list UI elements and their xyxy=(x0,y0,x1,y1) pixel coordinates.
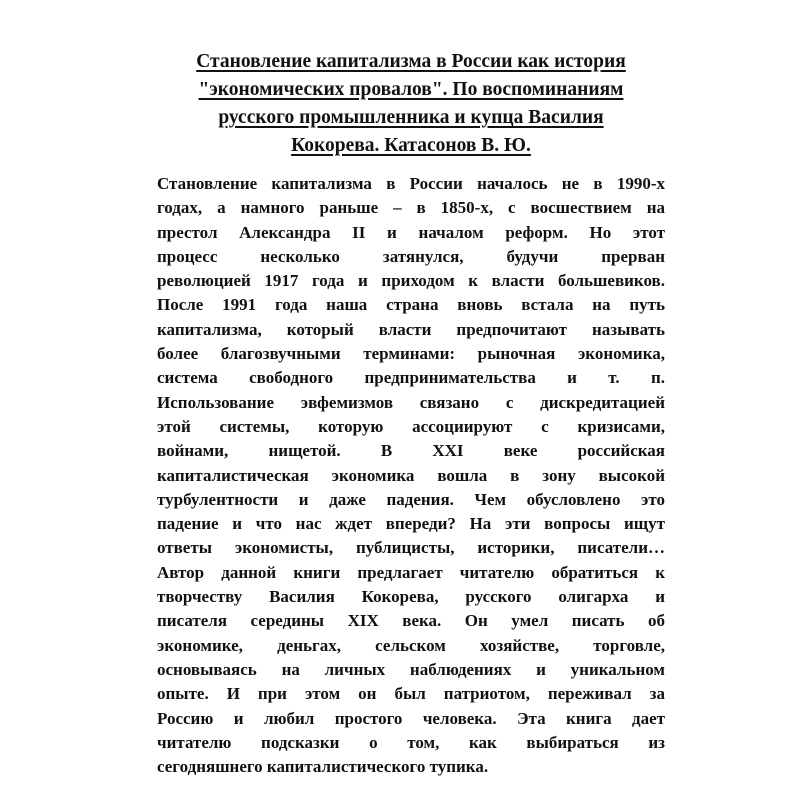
body-line: престол Александра II и началом реформ. Но этот xyxy=(157,222,665,242)
body-line: ответы экономисты, публицисты, историки, писатели… xyxy=(157,538,665,558)
body-line: Россию и любил простого человека. Эта книга дает xyxy=(157,708,665,728)
body-line: войнами, нищетой. В XXI веке российская xyxy=(157,441,665,461)
body-line: капиталистическая экономика вошла в зону высокой xyxy=(157,465,665,485)
body-line: основываясь на личных наблюдениях и уникальном xyxy=(157,659,665,679)
body-line: Автор данной книги предлагает читателю обратиться к xyxy=(157,562,665,582)
title-line: Становление капитализма в России как история xyxy=(196,51,626,72)
body-line: Использование эвфемизмов связано с дискредитацией xyxy=(157,392,665,412)
document-body xyxy=(157,172,665,779)
body-line: революцией 1917 года и приходом к власти большевиков. xyxy=(157,271,665,291)
body-line: экономике, деньгах, сельском хозяйстве, торговле, xyxy=(157,635,665,655)
title-line: русского промышленника и купца Василия xyxy=(218,107,604,128)
body-line: сегодняшнего капиталистического тупика. xyxy=(157,757,489,777)
body-line: творчеству Василия Кокорева, русского олигарха и xyxy=(157,587,665,607)
document-page xyxy=(157,48,665,779)
body-line: годах, а намного раньше – в 1850-х, с восшествием на xyxy=(157,198,665,218)
body-line: После 1991 года наша страна вновь встала на путь xyxy=(157,295,665,315)
body-line: более благозвучными терминами: рыночная экономика, xyxy=(157,344,665,364)
body-line: процесс несколько затянулся, будучи прерван xyxy=(157,246,665,266)
document-title xyxy=(157,48,665,160)
title-line: Кокорева. Катасонов В. Ю. xyxy=(291,135,531,156)
body-line: система свободного предпринимательства и т. п. xyxy=(157,368,665,388)
body-line: опыте. И при этом он был патриотом, переживал за xyxy=(157,684,665,704)
body-line: турбулентности и даже падения. Чем обусловлено это xyxy=(157,489,665,509)
body-line: Становление капитализма в России началось не в 1990-х xyxy=(157,174,665,193)
title-line: "экономических провалов". По воспоминаниям xyxy=(198,79,624,100)
body-line: этой системы, которую ассоциируют с кризисами, xyxy=(157,416,665,436)
body-line: падение и что нас ждет впереди? На эти вопросы ищут xyxy=(157,514,665,534)
body-line: писателя середины XIX века. Он умел писать об xyxy=(157,611,665,631)
body-line: капитализма, который власти предпочитают называть xyxy=(157,319,665,339)
body-line: читателю подсказки о том, как выбираться из xyxy=(157,732,665,752)
